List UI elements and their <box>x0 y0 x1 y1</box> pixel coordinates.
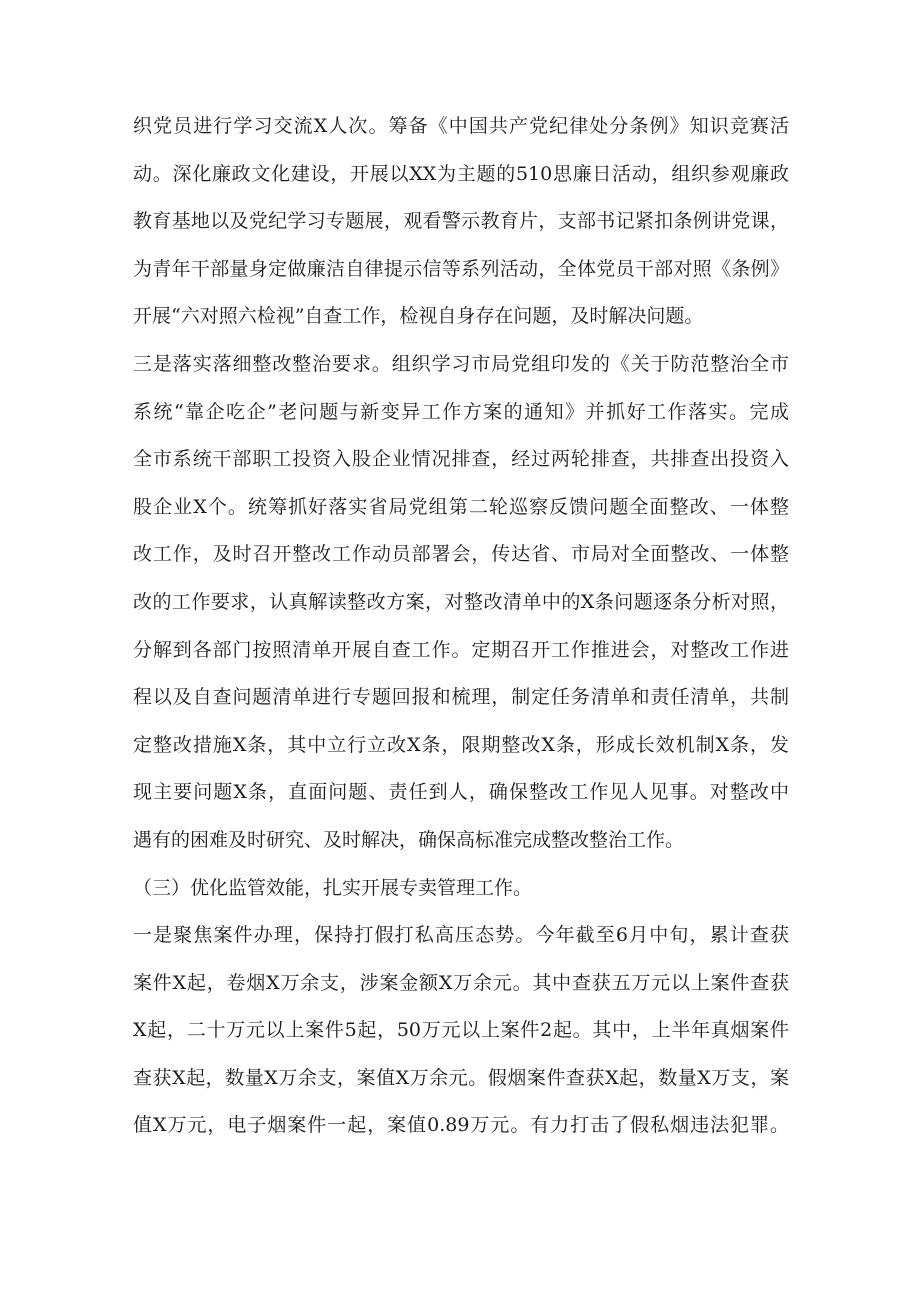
text-line: 改工作，及时召开整改工作动员部署会，传达省、市局对全面整改、一体整 <box>133 543 789 566</box>
text-line: 遇有的困难及时研究、及时解决，确保高标准完成整改整治工作。 <box>133 828 685 851</box>
text-line: 织党员进行学习交流X人次。筹备《中国共产党纪律处分条例》知识竞赛活 <box>133 115 789 137</box>
text-line: 定整改措施X条，其中立行立改X条，限期整改X条，形成长效机制X条，发 <box>133 733 789 756</box>
text-line: 一是聚焦案件办理，保持打假打私高压态势。今年截至6月中旬，累计查获 <box>133 924 789 947</box>
text-line: 案件X起，卷烟X万余支，涉案金额X万余元。其中查获五万元以上案件查获 <box>133 971 789 994</box>
text-line: 动。深化廉政文化建设，开展以XX为主题的510思廉日活动，组织参观廉政 <box>133 162 789 185</box>
section-heading <box>133 865 789 913</box>
text-line: 查获X起，数量X万余支，案值X万余元。假烟案件查获X起，数量X万支，案 <box>133 1066 789 1089</box>
text-line: 股企业X个。统筹抓好落实省局党组第二轮巡察反馈问题全面整改、一体整 <box>133 495 789 518</box>
paragraph-rectification <box>133 341 789 865</box>
text-line: 开展“六对照六检视”自查工作，检视自身存在问题，及时解决问题。 <box>133 305 704 328</box>
text-line: 教育基地以及党纪学习专题展，观看警示教育片，支部书记紧扣条例讲党课， <box>133 210 789 233</box>
text-line: 现主要问题X条，直面问题、责任到人，确保整改工作见人见事。对整改中 <box>133 781 789 804</box>
paragraph-party-education <box>133 103 789 341</box>
text-line: 分解到各部门按照清单开展自查工作。定期召开工作推进会，对整改工作进 <box>133 638 789 661</box>
text-line: 改的工作要求，认真解读整改方案，对整改清单中的X条问题逐条分析对照， <box>133 590 789 613</box>
text-line: 程以及自查问题清单进行专题回报和梳理，制定任务清单和责任清单，共制 <box>133 686 789 709</box>
text-line: （三）优化监管效能，扎实开展专卖管理工作。 <box>133 876 533 899</box>
text-line: 系统“靠企吃企”老问题与新变异工作方案的通知》并抓好工作落实。完成 <box>133 400 789 423</box>
text-line: 三是落实落细整改整治要求。组织学习市局党组印发的《关于防范整治全市 <box>133 352 789 375</box>
text-line: 值X万元，电子烟案件一起，案值0.89万元。有力打击了假私烟违法犯罪。 <box>133 1114 789 1137</box>
paragraph-case-handling <box>133 912 789 1150</box>
document-page <box>133 103 789 1150</box>
text-line: 全市系统干部职工投资入股企业情况排查，经过两轮排查，共排查出投资入 <box>133 448 789 471</box>
text-line: 为青年干部量身定做廉洁自律提示信等系列活动，全体党员干部对照《条例》 <box>133 257 789 280</box>
text-line: X起，二十万元以上案件5起，50万元以上案件2起。其中，上半年真烟案件 <box>133 1019 789 1042</box>
